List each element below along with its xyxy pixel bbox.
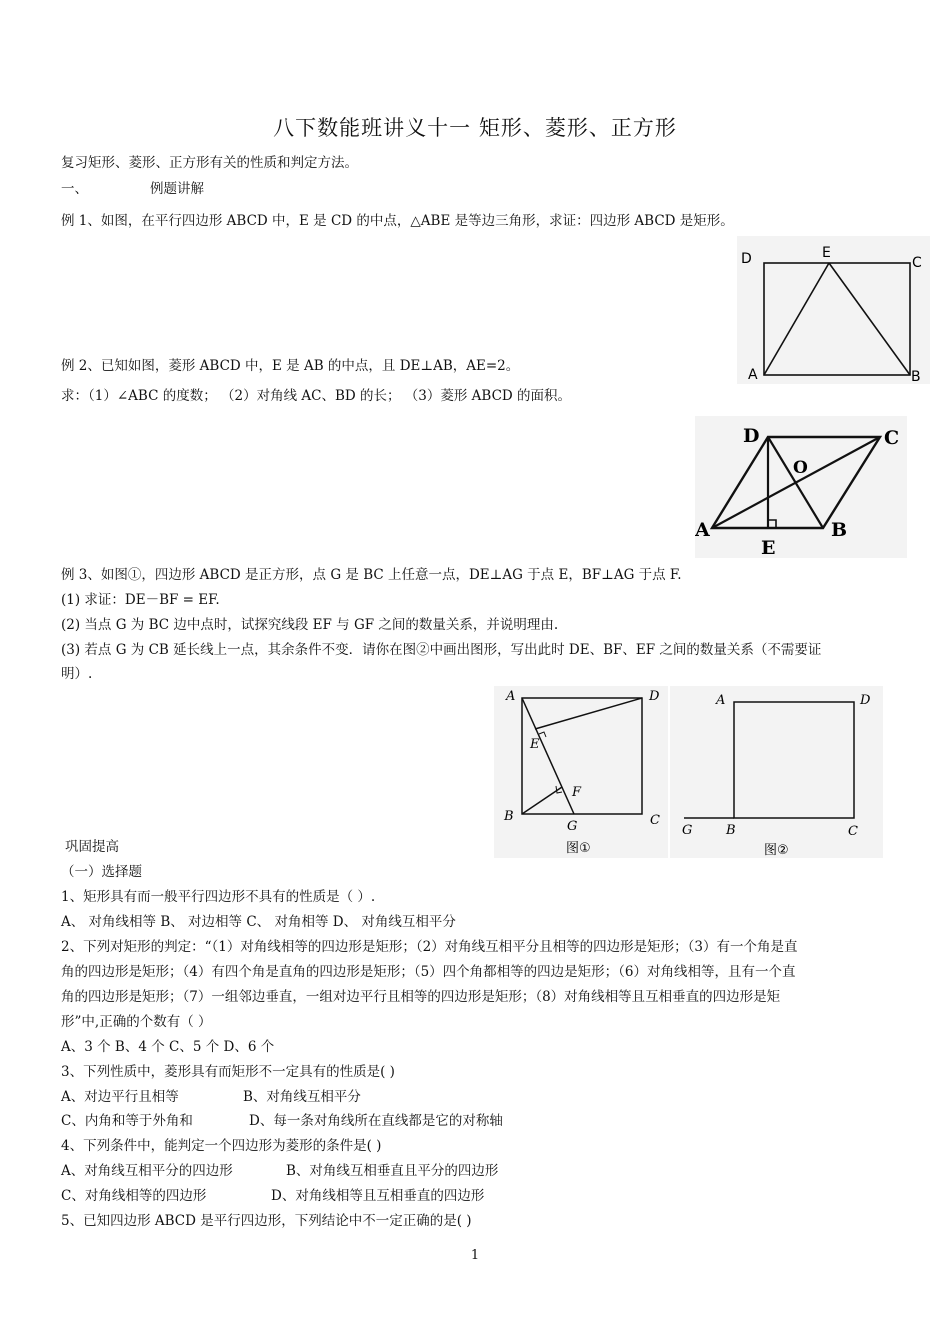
question-5-stem: 5、已知四边形 ABCD 是平行四边形，下列结论中不一定正确的是( ) (61, 1213, 472, 1229)
question-3-option-b: B、对角线互相平分 (243, 1089, 361, 1105)
label-B: B (831, 519, 848, 541)
example-3-line-2: (1) 求证：DE－BF = EF. (61, 592, 220, 608)
example-3-line-5: 明）. (61, 666, 93, 682)
example-2-line-1: 例 2、已知如图，菱形 ABCD 中，E 是 AB 的中点，且 DE⊥AB，AE=2。 (61, 358, 520, 374)
figure-2-caption: 图② (764, 843, 789, 858)
section-2-heading: 巩固提高 (65, 839, 119, 855)
question-4-option-d: D、对角线相等且互相垂直的四边形 (271, 1188, 485, 1204)
question-4-option-a: A、对角线互相平分的四边形 (61, 1163, 233, 1179)
example-3-figure-2 (670, 686, 883, 858)
label-A: A (506, 689, 516, 704)
question-3-option-d: D、每一条对角线所在直线都是它的对称轴 (249, 1113, 503, 1129)
label-A: A (748, 367, 758, 383)
question-2-line-2: 角的四边形是矩形；（4）有四个角是直角的四边形是矩形；（5）四个角都相等的四边是矩形；（6）对角线相等，且有一个直 (61, 964, 796, 980)
label-G: G (682, 823, 693, 838)
question-3-stem: 3、下列性质中，菱形具有而矩形不一定具有的性质是( ) (61, 1064, 395, 1080)
example-3-line-4: (3) 若点 G 为 CB 延长线上一点，其余条件不变．请你在图②中画出图形，写出此时 DE、BF、EF 之间的数量关系（不需要证 (61, 642, 822, 658)
label-C: C (848, 824, 858, 839)
label-B: B (504, 809, 514, 824)
figure-1-caption: 图① (566, 841, 591, 856)
question-4-option-c: C、对角线相等的四边形 (61, 1188, 207, 1204)
intro-text: 复习矩形、菱形、正方形有关的性质和判定方法。 (61, 155, 358, 171)
example-3-figure-1 (494, 686, 668, 858)
question-2-options: A、3 个 B、4 个 C、5 个 D、6 个 (61, 1039, 275, 1055)
example-2-line-2: 求：（1）∠ABC 的度数； （2）对角线 AC、BD 的长； （3）菱形 ABCD 的面积。 (61, 388, 572, 404)
label-A: A (695, 519, 710, 541)
question-3-option-c: C、内角和等于外角和 (61, 1113, 193, 1129)
label-E: E (822, 245, 831, 261)
label-D: D (741, 251, 752, 267)
question-4-stem: 4、下列条件中，能判定一个四边形为菱形的条件是( ) (61, 1138, 382, 1154)
label-G: G (567, 819, 578, 834)
question-2-line-1: 2、下列对矩形的判定：“（1）对角线相等的四边形是矩形；（2）对角线互相平分且相等的四边形是矩形；（3）有一个角是直 (61, 939, 798, 955)
page-number: 1 (470, 1248, 480, 1263)
label-C: C (912, 255, 922, 271)
example-1-text: 例 1、如图，在平行四边形 ABCD 中，E 是 CD 的中点，△ABE 是等边三角形，求证：四边形 ABCD 是矩形。 (61, 213, 734, 229)
question-1-options: A、 对角线相等 B、 对边相等 C、 对角相等 D、 对角线互相平分 (61, 914, 456, 930)
question-2-line-4: 形”中,正确的个数有（ ） (61, 1014, 212, 1030)
question-2-line-3: 角的四边形是矩形；（7）一组邻边垂直，一组对边平行且相等的四边形是矩形；（8）对角线相等且互相垂直的四边形是矩 (61, 989, 781, 1005)
label-D: D (743, 425, 760, 447)
example-2-figure (695, 416, 907, 558)
label-C: C (884, 427, 900, 449)
label-E: E (530, 737, 540, 752)
example-1-figure (737, 236, 930, 384)
label-A: A (716, 693, 726, 708)
section-1-heading: 例题讲解 (150, 181, 204, 197)
section-1-number: 一、 (61, 181, 88, 197)
label-O: O (793, 458, 808, 478)
choice-section-header: （一）选择题 (61, 864, 142, 880)
label-F: F (572, 785, 582, 800)
label-B: B (911, 369, 921, 384)
question-4-option-b: B、对角线互相垂直且平分的四边形 (286, 1163, 499, 1179)
question-1-stem: 1、矩形具有而一般平行四边形不具有的性质是（ ）. (61, 889, 376, 905)
question-3-option-a: A、对边平行且相等 (61, 1089, 179, 1105)
page-title: 八下数能班讲义十一 矩形、菱形、正方形 (273, 116, 677, 140)
label-E: E (761, 537, 776, 558)
example-3-line-1: 例 3、如图①，四边形 ABCD 是正方形，点 G 是 BC 上任意一点，DE⊥AG 于点 E，BF⊥AG 于点 F. (61, 567, 682, 583)
label-D: D (649, 689, 660, 704)
label-D: D (860, 693, 871, 708)
label-C: C (650, 813, 660, 828)
label-B: B (726, 823, 736, 838)
example-3-line-3: (2) 当点 G 为 BC 边中点时，试探究线段 EF 与 GF 之间的数量关系，并说明理由. (61, 617, 559, 633)
